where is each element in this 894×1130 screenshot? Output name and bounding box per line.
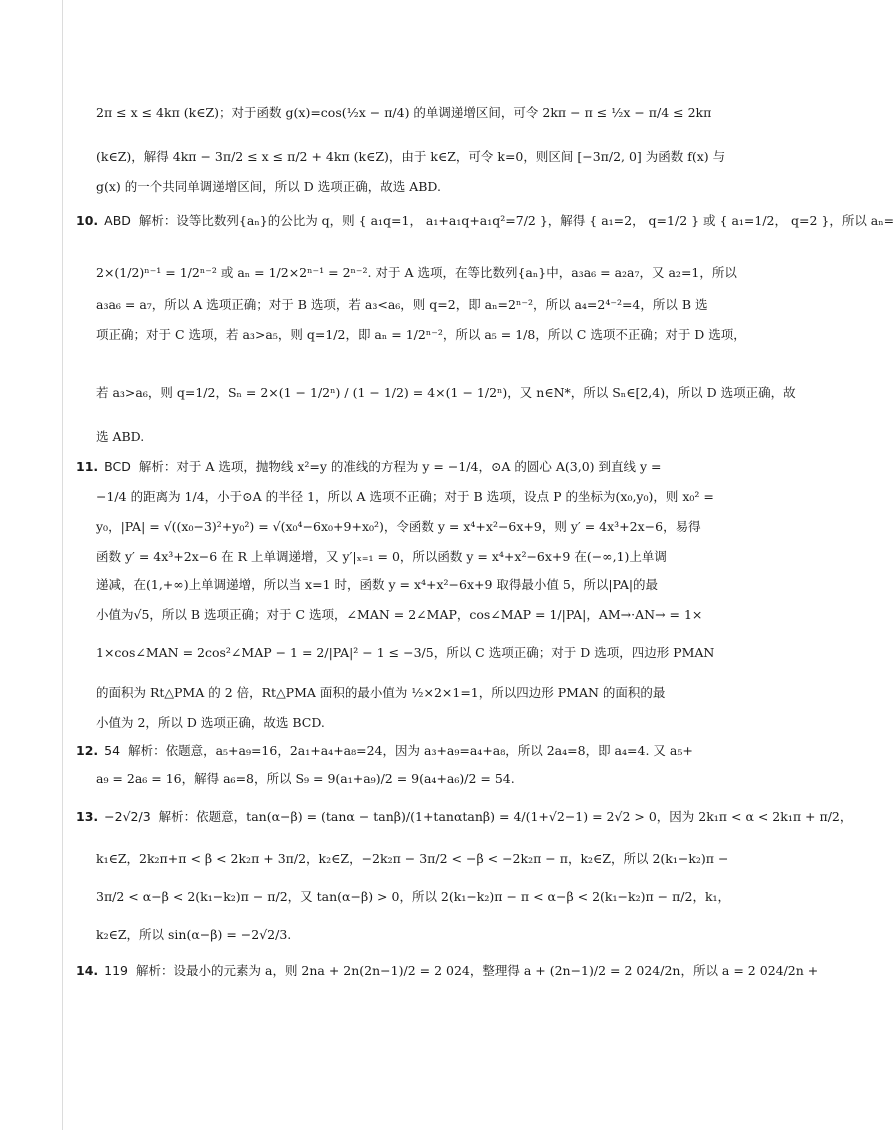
- text-line: 解析：依题意，tan(α−β) = (tanα − tanβ)/(1+tanαtanβ) = 4/(1+√2−1) = 2√2 > 0，因为 2k₁π < α < 2k₁π + π/2，: [158, 809, 853, 824]
- text-line: 2×(1/2)ⁿ⁻¹ = 1/2ⁿ⁻² 或 aₙ = 1/2×2ⁿ⁻¹ = 2ⁿ⁻². 对于 A 选项，在等比数列{aₙ}中，a₃a₆ = a₂a₇，又 a₂=1，所以: [96, 265, 737, 280]
- text-line: 解析：依题意，a₅+a₉=16，2a₁+a₄+a₈=24，因为 a₃+a₉=a₄+a₈，所以 2a₄=8，即 a₄=4. 又 a₅+: [128, 743, 693, 758]
- text-line: 2π ≤ x ≤ 4kπ (k∈Z)；对于函数 g(x)=cos(½x − π/4) 的单调递增区间，可令 2kπ − π ≤ ½x − π/4 ≤ 2kπ: [96, 105, 712, 120]
- text-line: −1/4 的距离为 1/4，小于⊙A 的半径 1，所以 A 选项不正确；对于 B 选项，设点 P 的坐标为(x₀,y₀)，则 x₀² =: [96, 489, 714, 504]
- question-number: 14.: [76, 963, 99, 978]
- question-number: 10.: [76, 213, 99, 228]
- text-line: k₂∈Z，所以 sin(α−β) = −2√2/3.: [96, 927, 292, 942]
- text-line: 小值为√5，所以 B 选项正确；对于 C 选项，∠MAN = 2∠MAP，cos∠MAP = 1/|PA|，AM→·AN→ = 1×: [96, 607, 703, 622]
- text-line: 项正确；对于 C 选项，若 a₃>a₅，则 q=1/2，即 aₙ = 1/2ⁿ⁻²，所以 a₅ = 1/8，所以 C 选项不正确；对于 D 选项，: [96, 327, 746, 342]
- text-line: 解析：对于 A 选项，抛物线 x²=y 的准线的方程为 y = −1/4，⊙A 的圆心 A(3,0) 到直线 y =: [138, 459, 662, 474]
- question-number: 12.: [76, 743, 99, 758]
- text-line: 3π/2 < α−β < 2(k₁−k₂)π − π/2，又 tan(α−β) > 0，所以 2(k₁−k₂)π − π < α−β < 2(k₁−k₂)π − π/2，k₁，: [96, 889, 731, 904]
- page-edge: [62, 0, 63, 1130]
- text-line: 1×cos∠MAN = 2cos²∠MAP − 1 = 2/|PA|² − 1 ≤ −3/5，所以 C 选项正确；对于 D 选项，四边形 PMAN: [96, 645, 715, 660]
- text-line: 选 ABD.: [96, 429, 145, 444]
- question-answer: 119: [104, 963, 129, 978]
- text-line: a₃a₆ = a₇，所以 A 选项正确；对于 B 选项，若 a₃<a₆，则 q=2，即 aₙ=2ⁿ⁻²，所以 a₄=2⁴⁻²=4，所以 B 选: [96, 297, 708, 312]
- text-line: 的面积为 Rt△PMA 的 2 倍，Rt△PMA 面积的最小值为 ½×2×1=1，所以四边形 PMAN 的面积的最: [96, 685, 666, 700]
- text-line: 小值为 2，所以 D 选项正确，故选 BCD.: [96, 715, 325, 730]
- question-10: [76, 212, 894, 230]
- text-line: 解析：设最小的元素为 a，则 2na + 2n(2n−1)/2 = 2 024，整理得 a + (2n−1)/2 = 2 024/2n，所以 a = 2 024/2n +: [136, 963, 819, 978]
- text-line: 递减，在(1,+∞)上单调递增，所以当 x=1 时，函数 y = x⁴+x²−6x+9 取得最小值 5，所以|PA|的最: [96, 577, 659, 592]
- question-13: [76, 808, 853, 826]
- question-answer: ABD: [104, 213, 131, 228]
- text-line: 解析：设等比数列{aₙ}的公比为 q，则 { a₁q=1， a₁+a₁q+a₁q²=7/2 }，解得 { a₁=2， q=1/2 } 或 { a₁=1/2， q=2 }，所以 aₙ=: [138, 213, 894, 228]
- text-line: g(x) 的一个共同单调递增区间，所以 D 选项正确，故选 ABD.: [96, 179, 441, 194]
- text-line: 函数 y′ = 4x³+2x−6 在 R 上单调递增，又 y′|ₓ₌₁ = 0，所以函数 y = x⁴+x²−6x+9 在(−∞,1)上单调: [96, 549, 667, 564]
- question-number: 13.: [76, 809, 99, 824]
- question-answer: BCD: [104, 459, 131, 474]
- question-number: 11.: [76, 459, 99, 474]
- question-answer: −2√2/3: [104, 809, 151, 824]
- question-answer: 54: [104, 743, 121, 758]
- text-line: y₀，|PA| = √((x₀−3)²+y₀²) = √(x₀⁴−6x₀+9+x₀²)，令函数 y = x⁴+x²−6x+9，则 y′ = 4x³+2x−6，易得: [96, 519, 701, 534]
- question-12: [76, 742, 696, 760]
- question-14: [76, 962, 819, 980]
- text-line: k₁∈Z，2k₂π+π < β < 2k₂π + 3π/2，k₂∈Z，−2k₂π − 3π/2 < −β < −2k₂π − π，k₂∈Z，所以 2(k₁−k₂)π −: [96, 851, 729, 866]
- text-line: a₉ = 2a₆ = 16，解得 a₆=8，所以 S₉ = 9(a₁+a₉)/2 = 9(a₄+a₆)/2 = 54.: [96, 771, 515, 786]
- text-line: 若 a₃>a₆，则 q=1/2，Sₙ = 2×(1 − 1/2ⁿ) / (1 − 1/2) = 4×(1 − 1/2ⁿ)，又 n∈N*，所以 Sₙ∈[2,4)，所以 D 选项正确，故: [96, 385, 796, 400]
- question-11: [76, 458, 696, 476]
- text-line: (k∈Z)，解得 4kπ − 3π/2 ≤ x ≤ π/2 + 4kπ (k∈Z)，由于 k∈Z，可令 k=0，则区间 [−3π/2, 0] 为函数 f(x) 与: [96, 149, 726, 164]
